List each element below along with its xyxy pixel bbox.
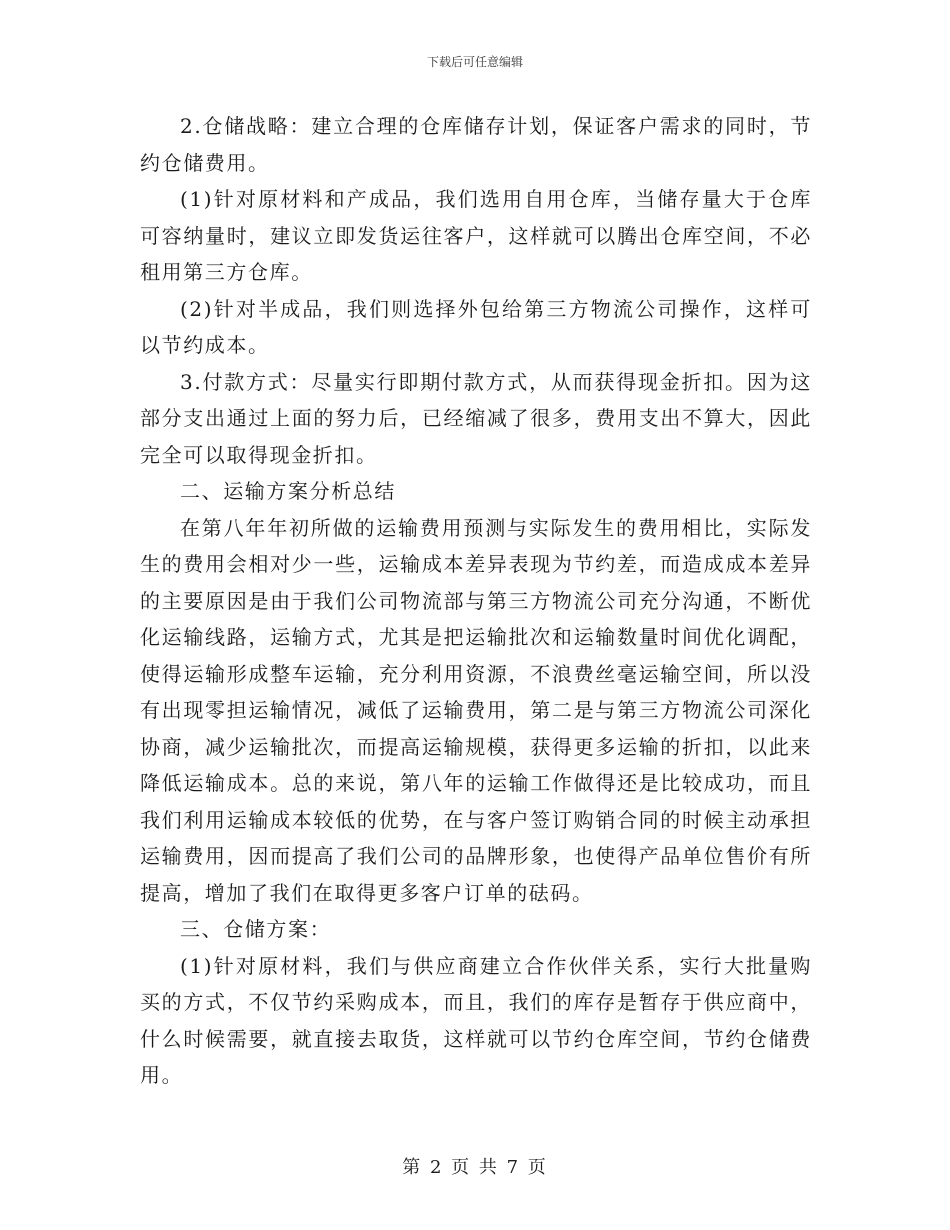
document-body <box>140 108 812 1094</box>
paragraph-payment-method: 3.付款方式：尽量实行即期付款方式，从而获得现金折扣。因为这部分支出通过上面的努力后，已经缩减了很多，费用支出不算大，因此完全可以取得现金折扣。 <box>140 369 812 467</box>
page-header: 下载后可任意编辑 <box>426 55 523 69</box>
paragraph-warehouse-strategy: 2.仓储战略：建立合理的仓库储存计划，保证客户需求的同时，节约仓储费用。 <box>140 114 812 175</box>
page-number: 第 2 页 共 7 页 <box>402 1157 548 1178</box>
paragraph-raw-materials-supplier: (1)针对原材料，我们与供应商建立合作伙伴关系，实行大批量购买的方式，不仅节约采购成本，而且，我们的库存是暂存于供应商中，什么时候需要，就直接去取货，这样就可以节约仓库空间，节约仓储费用。 <box>140 953 812 1087</box>
paragraph-transport-summary: 在第八年年初所做的运输费用预测与实际发生的费用相比，实际发生的费用会相对少一些，运输成本差异表现为节约差，而造成成本差异的主要原因是由于我们公司物流部与第三方物流公司充分沟通，不断优化运输线路，运输方式，尤其是把运输批次和运输数量时间优化调配，使得运输形成整车运输，充分利用资源，不浪费丝毫运输空间，所以没有出现零担运输情况，减低了运输费用，第二是与第三方物流公司深化协商，减少运输批次，而提高运输规模，获得更多运输的折扣，以此来降低运输成本。总的来说，第八年的运输工作做得还是比较成功，而且我们利用运输成本较低的优势，在与客户签订购销合同的时候主动承担运输费用，因而提高了我们公司的品牌形象，也使得产品单位售价有所提高，增加了我们在取得更多客户订单的砝码。 <box>140 515 812 905</box>
paragraph-semi-finished-goods: (2)针对半成品，我们则选择外包给第三方物流公司操作，这样可以节约成本。 <box>140 296 812 357</box>
section-heading-warehouse-plan: 三、仓储方案： <box>180 917 332 941</box>
section-heading-transport-summary: 二、运输方案分析总结 <box>180 479 396 503</box>
paragraph-raw-materials-finished-goods: (1)针对原材料和产成品，我们选用自用仓库，当储存量大于仓库可容纳量时，建议立即发货运往客户，这样就可以腾出仓库空间，不必租用第三方仓库。 <box>140 187 812 284</box>
